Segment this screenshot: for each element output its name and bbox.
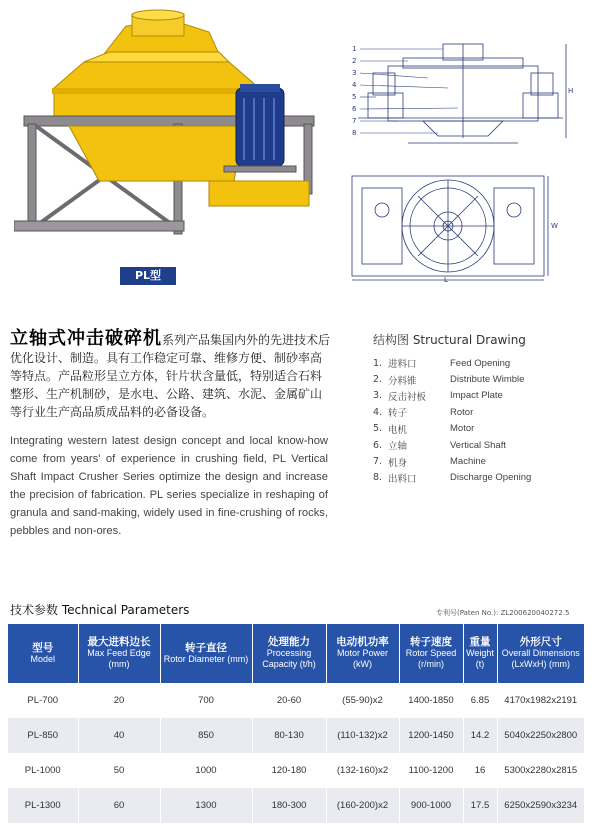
- callout-8: 8: [352, 129, 357, 137]
- table-cell: PL-700: [8, 683, 78, 718]
- table-cell: 1100-1200: [399, 753, 463, 788]
- legend-item: 5. 电机 Motor: [373, 423, 475, 436]
- table-cell: 120-180: [252, 753, 326, 788]
- table-cell: 180-300: [252, 788, 326, 823]
- patent-number: 专利号(Paten No.): ZL200620040272.5: [436, 609, 570, 617]
- table-cell: 20: [78, 683, 160, 718]
- dim-w-label: W: [551, 222, 558, 230]
- callout-5: 5: [352, 93, 357, 101]
- intro-chinese: [10, 330, 330, 421]
- legend-item: 6. 立轴 Vertical Shaft: [373, 439, 506, 453]
- legend-item: 4. 转子 Rotor: [373, 406, 474, 420]
- table-cell: (132-160)x2: [326, 753, 399, 788]
- model-tag: PL型: [120, 267, 176, 285]
- table-cell: 6.85: [463, 683, 497, 718]
- structural-drawing: [348, 38, 573, 283]
- col-header: 处理能力 Processing Capacity (t/h): [252, 624, 326, 683]
- table-cell: 1300: [160, 788, 252, 823]
- table-row: [8, 788, 584, 823]
- legend-item: 3. 反击衬板 Impact Plate: [373, 390, 503, 403]
- tech-params-table: [8, 624, 584, 823]
- intro-cn-text: 系列产品集国内外的先进技术后优化设计、制造。具有工作稳定可靠、维修方便、制砂率高等特点。产品粒形呈立方体，针片状含量低，特别适合石料整形、生产机制砂，是水电、公路、建筑、水泥、金属矿山等行业生产高品质成品料的必备设备。: [10, 333, 331, 419]
- callout-6: 6: [352, 105, 357, 113]
- table-cell: 900-1000: [399, 788, 463, 823]
- col-header: 外形尺寸 Overall Dimensions (LxWxH) (mm): [497, 624, 584, 683]
- table-cell: (160-200)x2: [326, 788, 399, 823]
- legend-item: 7. 机身 Machine: [373, 456, 486, 469]
- table-cell: (110-132)x2: [326, 718, 399, 753]
- legend-item: 1. 进料口 Feed Opening: [373, 357, 511, 371]
- table-cell: 1400-1850: [399, 683, 463, 718]
- table-header-row: [8, 624, 584, 683]
- table-cell: PL-1300: [8, 788, 78, 823]
- table-cell: 80-130: [252, 718, 326, 753]
- table-cell: 17.5: [463, 788, 497, 823]
- table-cell: 1200-1450: [399, 718, 463, 753]
- callout-3: 3: [352, 69, 357, 77]
- callout-7: 7: [352, 117, 357, 125]
- callout-1: 1: [352, 45, 357, 53]
- table-cell: 6250x2590x3234: [497, 788, 584, 823]
- table-cell: 5040x2250x2800: [497, 718, 584, 753]
- table-cell: 850: [160, 718, 252, 753]
- col-header: 最大进料边长 Max Feed Edge (mm): [78, 624, 160, 683]
- col-header: 型号 Model: [8, 624, 78, 683]
- table-row: [8, 718, 584, 753]
- table-cell: 16: [463, 753, 497, 788]
- table-cell: (55-90)x2: [326, 683, 399, 718]
- structural-drawing-legend: [373, 355, 583, 486]
- structural-drawing-title: 结构图 Structural Drawing: [373, 333, 526, 347]
- col-header: 转子速度 Rotor Speed (r/min): [399, 624, 463, 683]
- table-row: [8, 753, 584, 788]
- callout-2: 2: [352, 57, 357, 65]
- dim-l-label: L: [444, 276, 448, 283]
- table-cell: 20-60: [252, 683, 326, 718]
- table-cell: 60: [78, 788, 160, 823]
- table-cell: 700: [160, 683, 252, 718]
- legend-item: 2. 分料锥 Distribute Wimble: [373, 374, 525, 387]
- col-header: 重量 Weight (t): [463, 624, 497, 683]
- intro-english: Integrating western latest design concept and local know-how come from years' of experience in crushing field, PL Vertical Shaft Impact Crusher Series optimize the design and increase the precision of fabrication. PL series specialize in reshaping of granula and sand-making, widely used in fine-crushing of rocks, pebbles and non-ores.: [10, 435, 328, 537]
- table-cell: 1000: [160, 753, 252, 788]
- product-title-cn: 立轴式冲击破碎机: [10, 328, 162, 349]
- dim-h-label: H: [568, 87, 573, 95]
- table-cell: 14.2: [463, 718, 497, 753]
- legend-item: 8. 出料口 Discharge Opening: [373, 472, 532, 485]
- callout-4: 4: [352, 81, 357, 89]
- table-cell: 4170x1982x2191: [497, 683, 584, 718]
- table-cell: PL-1000: [8, 753, 78, 788]
- table-cell: PL-850: [8, 718, 78, 753]
- table-cell: 50: [78, 753, 160, 788]
- table-cell: 5300x2280x2815: [497, 753, 584, 788]
- col-header: 转子直径 Rotor Diameter (mm): [160, 624, 252, 683]
- col-header: 电动机功率 Motor Power (kW): [326, 624, 399, 683]
- tech-params-title: 技术参数 Technical Parameters: [10, 603, 190, 617]
- table-cell: 40: [78, 718, 160, 753]
- table-row: [8, 683, 584, 718]
- crusher-photo: [14, 6, 332, 258]
